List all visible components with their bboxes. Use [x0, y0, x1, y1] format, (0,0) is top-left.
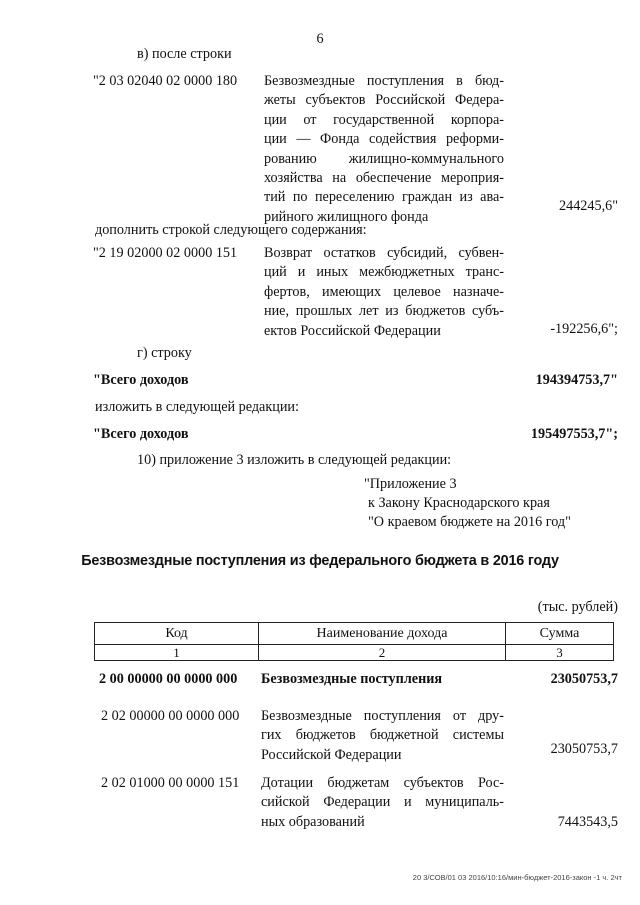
row1-desc-line: рованию жилищно-коммунального [264, 150, 504, 167]
page-number: 6 [316, 31, 324, 47]
table-row-2-desc-line: Российской Федерации [261, 746, 402, 763]
item-10: 10) приложение 3 изложить в следующей редакции: [137, 452, 452, 468]
table-row-2-description [261, 707, 504, 765]
index-1: 1 [95, 645, 259, 661]
header-name: Наименование дохода [259, 623, 506, 645]
total-new-label: "Всего доходов [93, 426, 189, 442]
appendix-line-3: "О краевом бюджете на 2016 год" [368, 514, 571, 530]
row1-desc-line: жеты субъектов Российской Федера- [264, 92, 504, 109]
row1-code: "2 03 02040 02 0000 180 [93, 73, 238, 89]
row2-code: "2 19 02000 02 0000 151 [93, 245, 238, 261]
table-row-2-desc-line: Безвозмездные поступления от дру- [261, 708, 504, 724]
row2-desc-line: ций и иных межбюджетных транс- [264, 264, 504, 281]
index-3: 3 [506, 645, 614, 661]
table-row-3-desc-line: сийской Федерации и муниципаль- [261, 794, 504, 811]
table-index-row [95, 645, 614, 661]
table-row-3-code: 2 02 01000 00 0000 151 [101, 775, 240, 791]
units-label: (тыс. рублей) [537, 599, 618, 615]
total-old-label: "Всего доходов [93, 372, 189, 388]
row1-desc-line: рийного жилищного фонда [264, 208, 429, 225]
row2-description [264, 244, 504, 341]
footer-reference: 20 3/СОВ/01 03 2016/10:16/мин-бюджет-2016-закон -1 ч. 2чт [412, 873, 622, 882]
table-row-3-desc-line: Дотации бюджетам субъектов Рос- [261, 775, 504, 791]
row1-description [264, 72, 504, 227]
header-code: Код [95, 623, 259, 645]
table-row-1-desc: Безвозмездные поступления [261, 671, 443, 687]
row2-desc-line: фертов, имеющих целевое назначе- [264, 283, 504, 300]
total-old-amount: 194394753,7" [535, 372, 618, 388]
row1-desc-line: тий по переселению граждан из ава- [264, 189, 504, 206]
header-amount: Сумма [506, 623, 614, 645]
appendix-line-2: к Закону Краснодарского края [368, 495, 550, 511]
row1-desc-line: хозяйства на обеспечение мероприя- [264, 170, 504, 187]
table-row-1-amount: 23050753,7 [550, 671, 618, 687]
section-v-intro: в) после строки [137, 46, 232, 62]
table-row-1-code: 2 00 00000 00 0000 000 [99, 671, 238, 687]
table-header-row [95, 623, 614, 645]
row2-amount: -192256,6"; [550, 321, 618, 337]
section-g-intro: г) строку [137, 345, 192, 361]
restate-text: изложить в следующей редакции: [95, 399, 299, 415]
row2-desc-line: ние, прошлых лет из бюджетов субъ- [264, 303, 504, 320]
appendix-line-1: "Приложение 3 [364, 476, 457, 492]
document-heading: Безвозмездные поступления из федерального бюджета в 2016 году [81, 553, 559, 569]
row1-desc-line: ции — Фонда содействия реформи- [264, 131, 504, 148]
index-2: 2 [259, 645, 506, 661]
table-row-2-desc-line: гих бюджетов бюджетной системы [261, 727, 504, 744]
table-row-2-amount: 23050753,7 [550, 741, 618, 757]
row1-amount: 244245,6" [559, 198, 618, 214]
table-row-2-code: 2 02 00000 00 0000 000 [101, 708, 240, 724]
row2-desc-line: ектов Российской Федерации [264, 322, 441, 339]
row2-desc-line: Возврат остатков субсидий, субвен- [264, 245, 504, 261]
table-row-3-description [261, 774, 504, 832]
row1-desc-line: Безвозмездные поступления в бюд- [264, 73, 504, 89]
total-new-amount: 195497553,7"; [530, 426, 618, 442]
row1-desc-line: ции от государственной корпора- [264, 111, 504, 128]
table-row-3-desc-line: ных образований [261, 813, 365, 830]
revenue-table-header [94, 622, 614, 661]
table-row-3-amount: 7443543,5 [557, 814, 618, 830]
supplement-text: дополнить строкой следующего содержания: [95, 222, 367, 238]
